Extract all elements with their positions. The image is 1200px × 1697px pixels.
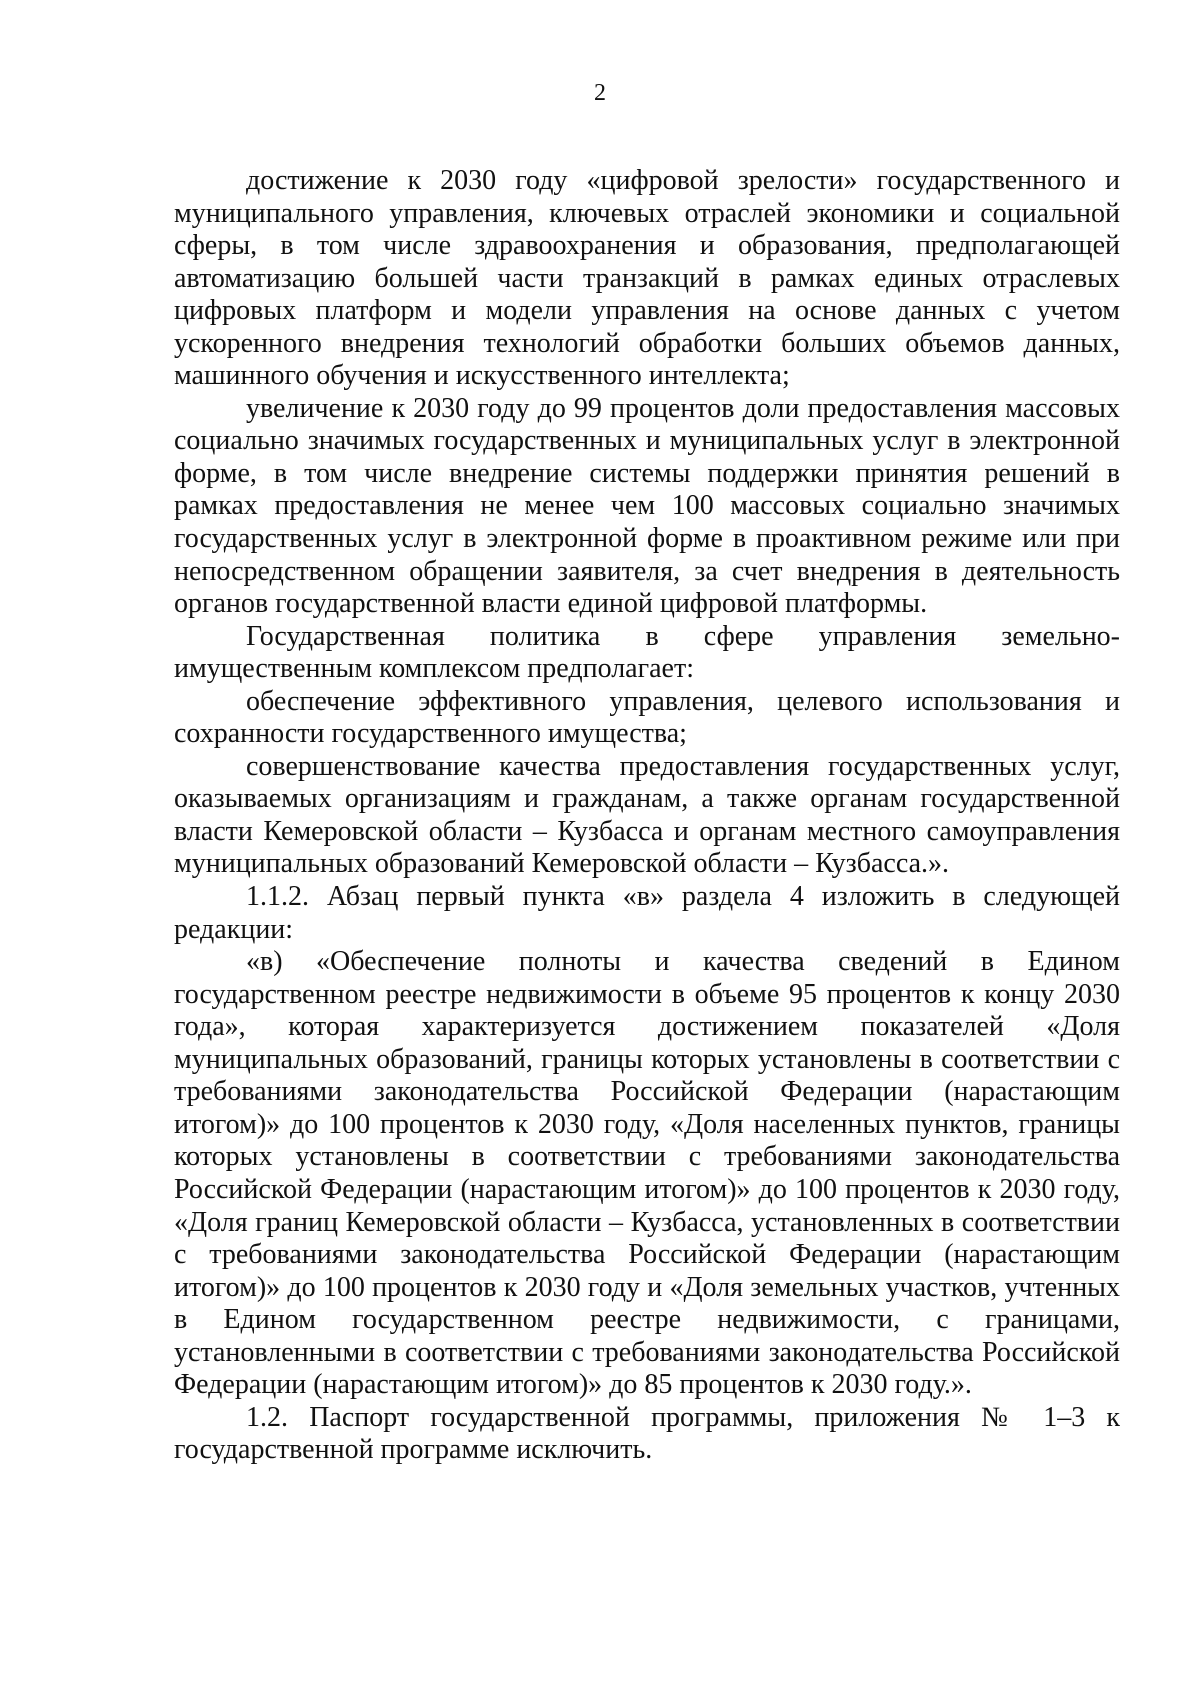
document-body <box>174 165 1120 1467</box>
paragraph-electronic-services: увеличение к 2030 году до 99 процентов доли предоставления массовых социально значимых государственных и муниципальных услуг в электронной форме, в том числе внедрение системы поддержки принятия решений в рамках предоставления не менее чем 100 массовых социально значимых государственных услуг в электронной форме в проактивном режиме или при непосредственном обращении заявителя, за счет внедрения в деятельность органов государственной власти единой цифровой платформы. <box>174 392 1120 620</box>
paragraph-service-quality: совершенствование качества предоставления государственных услуг, оказываемых организациям и гражданам, а также органам государственной власти Кемеровской области – Кузбасса и органам местного самоуправления муниципальных образований Кемеровской области – Кузбасса.». <box>174 750 1120 880</box>
paragraph-property-management: обеспечение эффективного управления, целевого использования и сохранности государственного имущества; <box>174 685 1120 750</box>
paragraph-land-policy: Государственная политика в сфере управления земельно-имущественным комплексом предполагает: <box>174 620 1120 685</box>
page-number: 2 <box>594 80 606 106</box>
paragraph-registry-indicators: «в) «Обеспечение полноты и качества сведений в Едином государственном реестре недвижимости в объеме 95 процентов к концу 2030 года», которая характеризуется достижением показателей «Доля муниципальных образований, границы которых установлены в соответствии с требованиями законодательства Российской Федерации (нарастающим итогом)» до 100 процентов к 2030 году, «Доля населенных пунктов, границы которых установлены в соответствии с требованиями законодательства Российской Федерации (нарастающим итогом)» до 100 процентов к 2030 году, «Доля границ Кемеровской области – Кузбасса, установленных в соответствии с требованиями законодательства Российской Федерации (нарастающим итогом)» до 100 процентов к 2030 году и «Доля земельных участков, учтенных в Едином государственном реестре недвижимости, с границами, установленными в соответствии с требованиями законодательства Российской Федерации (нарастающим итогом)» до 85 процентов к 2030 году.». <box>174 946 1120 1401</box>
paragraph-digital-maturity: достижение к 2030 году «цифровой зрелости» государственного и муниципального управления, ключевых отраслей экономики и социальной сферы, в том числе здравоохранения и образования, предполагающей автоматизацию большей части транзакций в рамках единых отраслевых цифровых платформ и модели управления на основе данных с учетом ускоренного внедрения технологий обработки больших объемов данных, машинного обучения и искусственного интеллекта; <box>174 165 1120 392</box>
paragraph-amendment-1-2: 1.2. Паспорт государственной программы, приложения № 1–3 к государственной программе исключить. <box>174 1401 1120 1466</box>
paragraph-amendment-1-1-2: 1.1.2. Абзац первый пункта «в» раздела 4 изложить в следующей редакции: <box>174 881 1120 945</box>
